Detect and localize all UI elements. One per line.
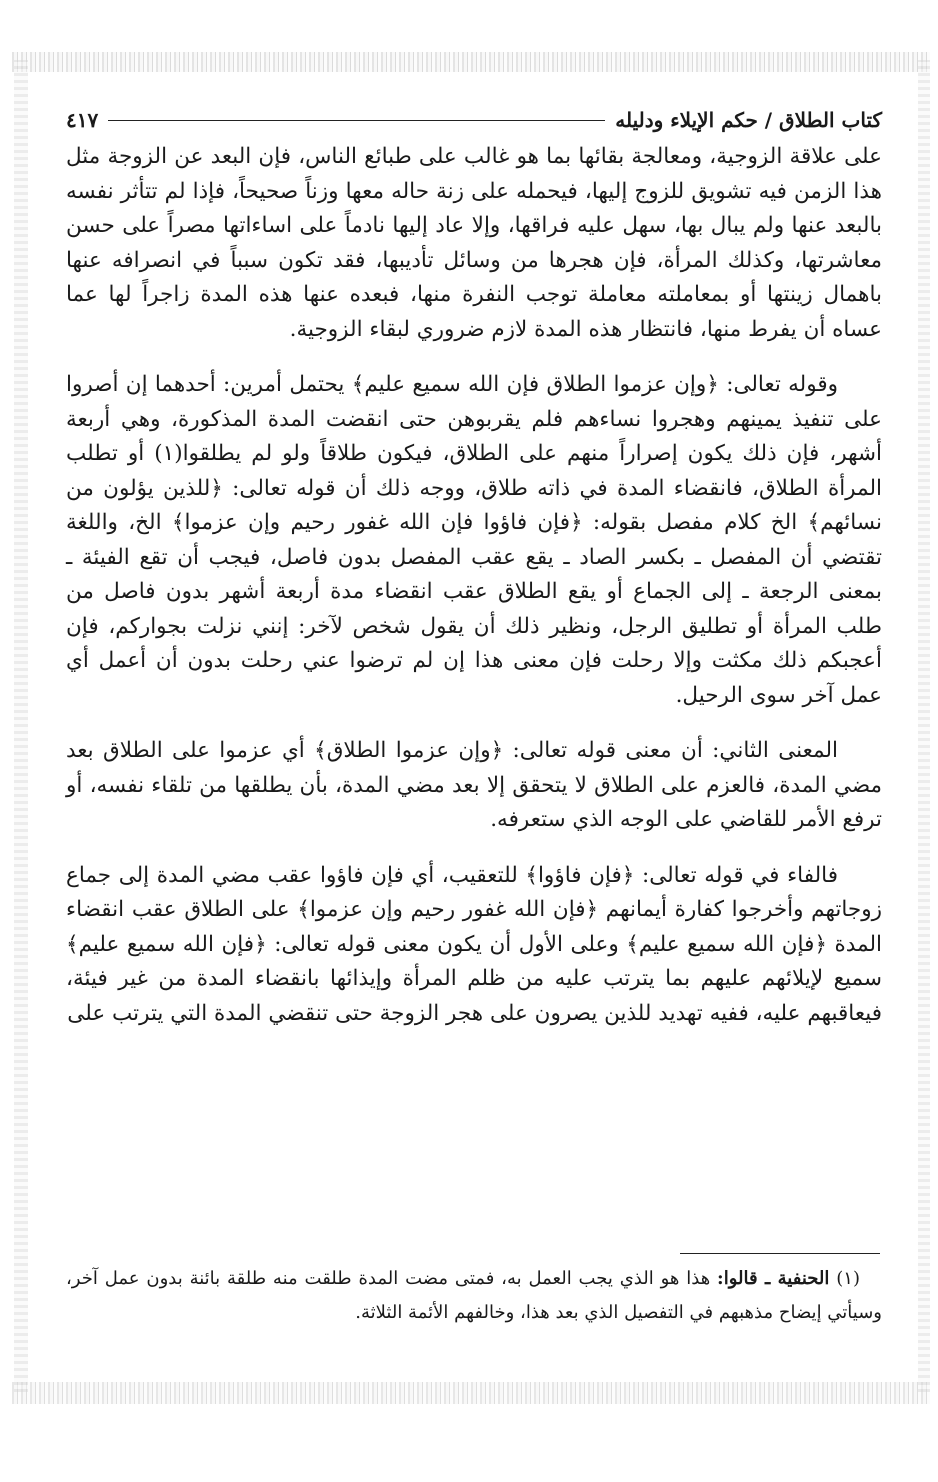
footnote-separator bbox=[680, 1253, 880, 1254]
footnote-lead: الحنفية ـ قالوا: bbox=[717, 1268, 830, 1289]
header-rule bbox=[108, 120, 605, 121]
footnote-marker: (١) bbox=[836, 1268, 860, 1289]
body-text bbox=[66, 140, 882, 1031]
footnote-1 bbox=[66, 1262, 882, 1330]
page-number: ٤١٧ bbox=[66, 108, 99, 132]
paragraph-1: على علاقة الزوجية، ومعالجة بقائها بما هو غالب على طبائع الناس، فإن البعد عن الزوجة مثل هذا الزمن فيه تشويق للزوج إليها، فيحمله على زنة حاله معها وزناً صحيحاً، فإذا لم تتأثر نفسه بالبعد عنها ولم يبال بها، سهل عليه فراقها، وإلا عاد إليها نادماً على اساءاتها مصراً على حسن معاشرتها، وكذلك المرأة، فإن هجرها من وسائل تأديبها، فقد تكون سبباً في انصرافه عنها باهمال زينتها أو بمعاملته معاملة توجب النفرة منها، فبعده عنها هذه المدة زاجراً لها عما عساه أن يفرط منها، فانتظار هذه المدة لازم ضروري لبقاء الزوجية. bbox=[66, 144, 882, 342]
paragraph-3: المعنى الثاني: أن معنى قوله تعالى: ﴿وإن عزموا الطلاق﴾ أي عزموا على الطلاق بعد مضي المدة، فالعزم على الطلاق لا يتحقق إلا بعد مضي المدة، بأن يطلقها من تلقاء نفسه، أو ترفع الأمر للقاضي على الوجه الذي ستعرفه. bbox=[66, 738, 882, 832]
footnotes bbox=[66, 1262, 882, 1330]
scan-edge-bottom bbox=[12, 1382, 930, 1404]
paragraph-4: فالفاء في قوله تعالى: ﴿فإن فاؤوا﴾ للتعقيب، أي فإن فاؤوا عقب مضي المدة إلى جماع زوجاتهم وأخرجوا كفارة أيمانهم ﴿فإن الله غفور رحيم وإن عزموا﴾ على الطلاق عقب انقضاء المدة ﴿فإن الله سميع عليم﴾ وعلى الأول أن يكون معنى قوله تعالى: ﴿فإن الله سميع عليم﴾ سميع لإيلائهم عليهم بما يترتب عليه من ظلم المرأة وإيذائها بانقضاء المدة من غير فيئة، فيعاقبهم عليه، ففيه تهديد للذين يصرون على هجر الزوجة حتى تنقضي المدة التي يترتب على bbox=[66, 862, 882, 1026]
paragraph-2: وقوله تعالى: ﴿وإن عزموا الطلاق فإن الله سميع عليم﴾ يحتمل أمرين: أحدهما إن أصروا على تنفيذ يمينهم وهجروا نساءهم فلم يقربوهن حتى انقضت المدة المذكورة، وهي أربعة أشهر، فإن ذلك يكون إصراراً منهم على الطلاق، فيكون طلاقاً ولو لم يطلقوا(١) أو تطلب المرأة الطلاق، فانقضاء المدة في ذاته طلاق، ووجه ذلك أن قوله تعالى: ﴿للذين يؤلون من نسائهم﴾ الخ كلام مفصل بقوله: ﴿فإن فاؤوا فإن الله غفور رحيم وإن عزموا﴾ الخ، واللغة تقتضي أن المفصل ـ بكسر الصاد ـ يقع عقب المفصل بدون فاصل، فيجب أن تقع الفيئة ـ بمعنى الرجعة ـ إلى الجماع أو يقع الطلاق عقب انقضاء مدة أربعة أشهر بدون فاصل من طلب المرأة أو تطليق الرجل، ونظير ذلك أن يقول شخص لآخر: إنني نزلت بجواركم، فإن أعجبكم ذلك مكثت وإلا رحلت فإن معنى هذا إن لم ترضوا عني رحلت بدون أن أعمل أي عمل آخر سوى الرحيل. bbox=[66, 372, 883, 708]
running-header bbox=[66, 100, 882, 140]
chapter-title: كتاب الطلاق / حكم الإيلاء ودليله bbox=[615, 108, 882, 132]
scan-edge-right bbox=[918, 60, 930, 1392]
book-page bbox=[66, 100, 882, 1031]
scan-edge-top bbox=[12, 52, 930, 72]
footnote-text: هذا هو الذي يجب العمل به، فمتى مضت المدة طلقت منه طلقة بائنة بدون عمل آخر، وسيأتي إيضاح مذهبهم في التفصيل الذي بعد هذا، وخالفهم الأئمة الثلاثة. bbox=[66, 1268, 882, 1323]
scan-edge-left bbox=[14, 60, 28, 1392]
